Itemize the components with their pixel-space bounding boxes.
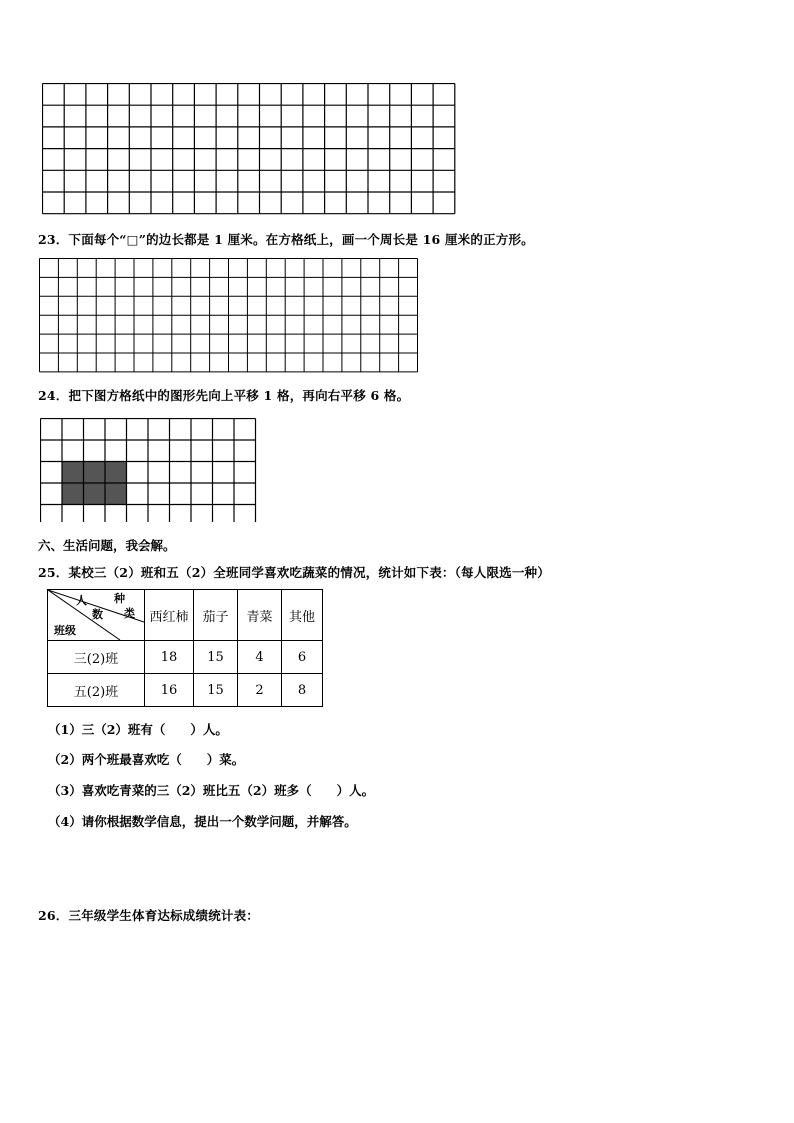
grid-paper-q23-svg [39,258,420,373]
table-cell: 6 [282,641,323,674]
col-header-other: 其他 [282,590,323,641]
col-header-eggplant: 茄子 [194,590,238,641]
question-26: 26．三年级学生体育达标成绩统计表： [38,908,259,923]
header-label-class: 班级 [54,624,76,637]
table-diagonal-header [48,590,145,641]
subquestion-3: （3）喜欢吃青菜的三（2）班比五（2）班多（ ）人。 [48,783,375,798]
table-cell: 15 [194,674,238,707]
section-title: 六、生活问题，我会解。 [38,538,176,553]
table-row [48,641,323,674]
table-cell: 4 [238,641,282,674]
question-25: 25．某校三（2）班和五（2）全班同学喜欢吃蔬菜的情况，统计如下表：（每人限选一种） [38,565,550,580]
grid-paper-top-svg [42,83,456,215]
grid-paper-q23[interactable] [39,258,420,373]
header-label-type: 类 [124,607,135,620]
grid-paper-q24-svg [40,418,257,522]
subquestion-2: （2）两个班最喜欢吃（ ）菜。 [48,752,245,767]
header-label-count: 数 [92,608,103,621]
header-label-people: 人 [76,594,87,607]
table-cell: 16 [145,674,194,707]
table-cell: 8 [282,674,323,707]
grid-paper-top[interactable] [42,83,456,215]
grid-paper-q24[interactable] [40,418,257,522]
table-cell: 2 [238,674,282,707]
row-class-label: 三(2)班 [48,641,145,674]
col-header-tomato: 西红柿 [145,590,194,641]
question-23: 23．下面每个“□”的边长都是 1 厘米。在方格纸上，画一个周长是 16 厘米的正方形。 [38,232,534,247]
table-cell: 15 [194,641,238,674]
row-class-label: 五(2)班 [48,674,145,707]
table-cell: 18 [145,641,194,674]
vegetable-stats-table [47,589,323,707]
header-label-kind: 种 [114,592,125,605]
subquestion-4: （4）请你根据数学信息，提出一个数学问题，并解答。 [48,814,357,829]
col-header-greens: 青菜 [238,590,282,641]
subquestion-1: （1）三（2）班有（ ）人。 [48,722,228,737]
table-row [48,674,323,707]
question-24: 24．把下图方格纸中的图形先向上平移 1 格，再向右平移 6 格。 [38,388,410,403]
